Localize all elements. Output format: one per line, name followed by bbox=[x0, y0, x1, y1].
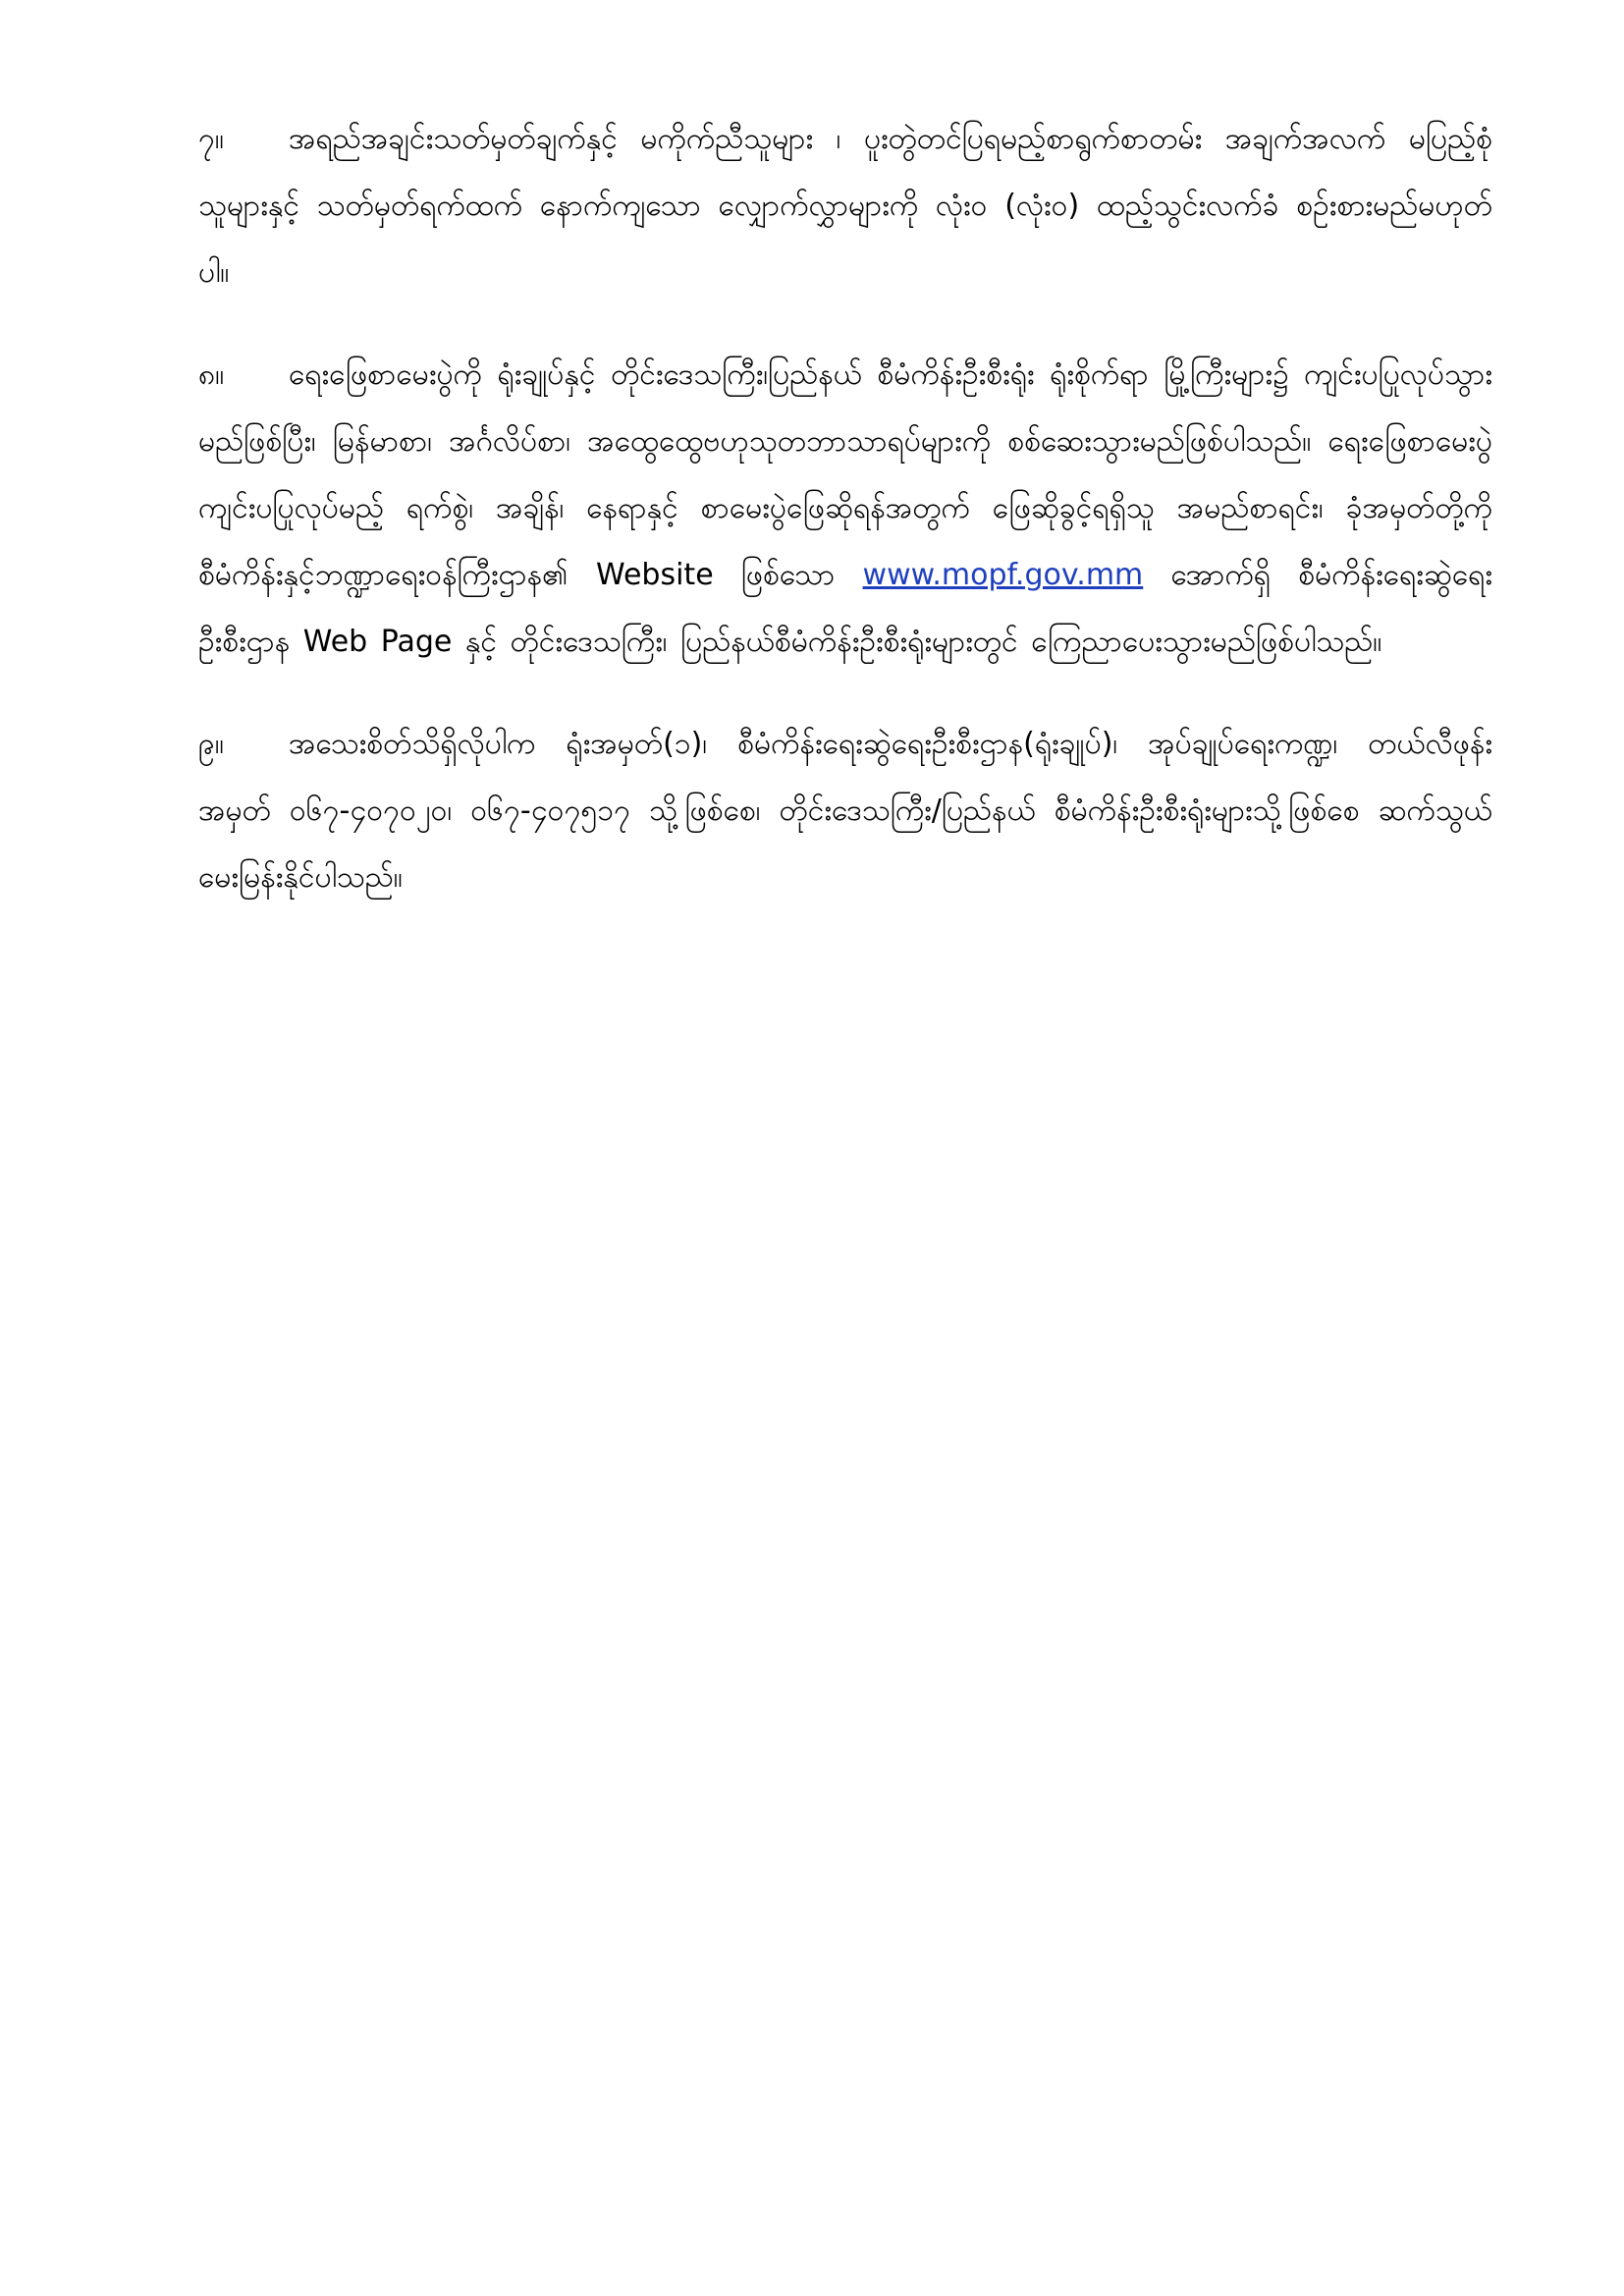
paragraph-text: အရည်အချင်းသတ်မှတ်ချက်နှင့် မကိုက်ညီသူများ ၊ ပူးတွဲတင်ပြရမည့်စာရွက်စာတမ်း အချက်အလက် မပြည့်စုံသူများနှင့် သတ်မှတ်ရက်ထက် နောက်ကျသော လျှောက်လွှာများကို လုံး၀ (လုံး၀) ထည့်သွင်းလက်ခံ စဉ်းစားမည်မဟုတ်ပါ။ bbox=[198, 122, 1492, 290]
paragraph-text: အသေးစိတ်သိရှိလိုပါက ရုံးအမှတ်(၁)၊ စီမံကိန်းရေးဆွဲရေးဦးစီးဌာန(ရုံးချုပ်)၊ အုပ်ချုပ်ရေးကဏ္ဍ၊ တယ်လီဖုန်းအမှတ် ၀၆၇-၄၀၇၀၂၀၊ ၀၆၇-၄၀၇၅၁၇ သို့ဖြစ်စေ၊ တိုင်းဒေသကြီး/ပြည်နယ် စီမံကိန်းဦးစီးရုံးများသို့ဖြစ်စေ ဆက်သွယ် မေးမြန်းနိုင်ပါသည်။ bbox=[198, 727, 1492, 895]
paragraph-7 bbox=[198, 106, 1492, 306]
mopf-website-link[interactable]: www.mopf.gov.mm bbox=[862, 558, 1144, 592]
paragraph-8 bbox=[198, 342, 1492, 676]
paragraph-number: ၇။ bbox=[198, 122, 224, 156]
document-page bbox=[198, 106, 1492, 947]
paragraph-number: ၈။ bbox=[198, 357, 225, 392]
paragraph-number: ၉။ bbox=[198, 727, 224, 761]
paragraph-text: ရေးဖြေစာမေးပွဲကို ရုံးချုပ်နှင့် တိုင်းဒေသကြီး၊ပြည်နယ် စီမံကိန်းဦးစီးရုံး ရုံးစိုက်ရာ မြို့ကြီးများ၌ ကျင်းပပြုလုပ်သွားမည်ဖြစ်ပြီး၊ မြန်မာစာ၊ အင်္ဂလိပ်စာ၊ အထွေထွေဗဟုသုတဘာသာရပ်များကို စစ်ဆေးသွားမည်ဖြစ်ပါသည်။ ရေးဖြေစာမေးပွဲ ကျင်းပပြုလုပ်မည့် ရက်စွဲ၊ အချိန်၊ နေရာနှင့် စာမေးပွဲဖြေဆိုရန်အတွက် ဖြေဆိုခွင့်ရရှိသူ အမည်စာရင်း၊ ခုံအမှတ်တို့ကို စီမံကိန်းနှင့်ဘဏ္ဍာရေး၀န်ကြီးဌာန၏ Website ဖြစ်သော bbox=[198, 357, 1492, 592]
paragraph-9 bbox=[198, 711, 1492, 911]
paragraph-text-continued: အောက်ရှိ စီမံကိန်းရေးဆွဲရေးဦးစီးဌာန Web Page နှင့် တိုင်းဒေသကြီး၊ ပြည်နယ်စီမံကိန်းဦးစီးရုံးများတွင် ကြေညာပေးသွားမည်ဖြစ်ပါသည်။ bbox=[198, 558, 1492, 659]
